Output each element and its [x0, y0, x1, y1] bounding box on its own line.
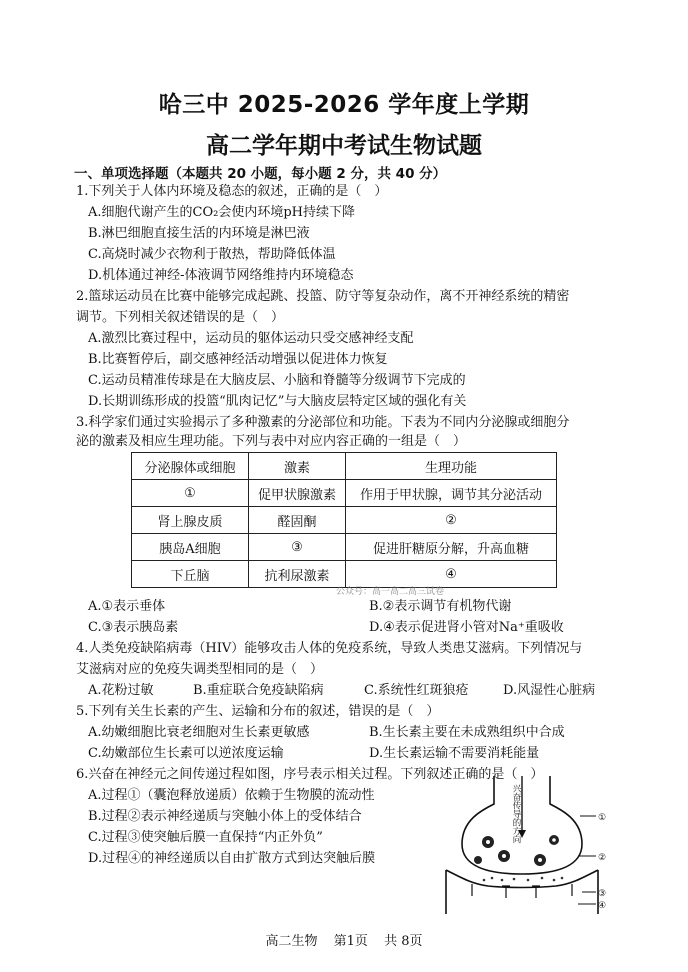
q2-option-a: A.激烈比赛过程中，运动员的躯体运动只受交感神经支配 [88, 331, 414, 346]
q3-stem-2: 泌的激素及相应生理功能。下列与表中对应内容正确的一组是（ ） [76, 434, 467, 449]
table-cell: 下丘脑 [132, 561, 249, 588]
table-cell: ① [132, 480, 249, 507]
q2-stem-2: 调节。下列相关叙述错误的是（ ） [76, 310, 285, 325]
q3-option-d: D.④表示促进肾小管对Na⁺重吸收 [369, 620, 564, 635]
watermark: 公众号：高一高二高三试卷 [336, 587, 445, 597]
q3-stem-1: 3.科学家们通过实验揭示了多种激素的分泌部位和功能。下表为不同内分泌腺或细胞分 [76, 415, 570, 430]
hormone-table [131, 452, 557, 588]
diagram-mark-2: ② [598, 853, 607, 863]
q1-stem: 1.下列关于人体内环境及稳态的叙述，正确的是（ ） [76, 184, 388, 199]
diagram-mark-4: ④ [598, 901, 607, 911]
q4-option-b: B.重症联合免疫缺陷病 [193, 683, 324, 698]
q3-option-c: C.③表示胰岛素 [88, 620, 179, 635]
exam-title-subject: 高二学年期中考试生物试题 [206, 133, 482, 159]
table-header: 激素 [249, 453, 346, 480]
q2-option-b: B.比赛暂停后，副交感神经活动增强以促进体力恢复 [88, 352, 388, 367]
footer-total: 共 8页 [384, 934, 423, 949]
page-footer [0, 930, 688, 949]
q4-stem-2: 艾滋病对应的免疫失调类型相同的是（ ） [76, 662, 324, 677]
q6-option-c: C.过程③使突触后膜一直保持“内正外负” [88, 830, 323, 845]
q4-option-d: D.风湿性心脏病 [503, 683, 596, 698]
q2-option-c: C.运动员精准传球是在大脑皮层、小脑和脊髓等分级调节下完成的 [88, 373, 466, 388]
q2-stem-1: 2.篮球运动员在比赛中能够完成起跳、投篮、防守等复杂动作，离不开神经系统的精密 [76, 289, 570, 304]
table-row [132, 480, 557, 507]
footer-subject: 高二生物 [265, 934, 318, 949]
table-cell: 作用于甲状腺，调节其分泌活动 [346, 480, 557, 507]
q6-option-b: B.过程②表示神经递质与突触小体上的受体结合 [88, 809, 362, 824]
table-cell: ② [346, 507, 557, 534]
q4-stem-1: 4.人类免疫缺陷病毒（HIV）能够攻击人体的免疫系统，导致人类患艾滋病。下列情况与 [76, 641, 583, 656]
q2-option-d: D.长期训练形成的投篮“肌肉记忆”与大脑皮层特定区域的强化有关 [88, 394, 467, 409]
q5-option-b: B.生长素主要在未成熟组织中合成 [369, 725, 565, 740]
q3-option-b: B.②表示调节有机物代谢 [369, 599, 512, 614]
q3-option-a: A.①表示垂体 [88, 599, 166, 614]
table-row [132, 534, 557, 561]
q6-option-d: D.过程④的神经递质以自由扩散方式到达突触后膜 [88, 851, 376, 866]
synapse-diagram [432, 774, 608, 914]
table-cell: 肾上腺皮质 [132, 507, 249, 534]
q6-option-a: A.过程①（囊泡释放递质）依赖于生物膜的流动性 [88, 788, 375, 803]
q6-stem: 6.兴奋在神经元之间传递过程如图，序号表示相关过程。下列叙述正确的是（ ） [76, 767, 544, 782]
q5-option-a: A.幼嫩细胞比衰老细胞对生长素更敏感 [88, 725, 310, 740]
table-row [132, 507, 557, 534]
table-cell: 醛固酮 [249, 507, 346, 534]
table-cell: ③ [249, 534, 346, 561]
table-header: 生理功能 [346, 453, 557, 480]
table-header-row [132, 453, 557, 480]
diagram-direction-label: 兴奋传导的方向 [511, 784, 521, 844]
q1-option-b: B.淋巴细胞直接生活的内环境是淋巴液 [88, 226, 310, 241]
q1-option-c: C.高烧时减少衣物利于散热，帮助降低体温 [88, 247, 336, 262]
table-cell: 抗利尿激素 [249, 561, 346, 588]
table-cell: ④ [346, 561, 557, 588]
table-header: 分泌腺体或细胞 [132, 453, 249, 480]
diagram-mark-3: ③ [598, 889, 607, 899]
footer-page: 第1页 [333, 934, 368, 949]
q1-option-a: A.细胞代谢产生的CO₂会使内环境pH持续下降 [88, 205, 355, 220]
table-cell: 胰岛A细胞 [132, 534, 249, 561]
q5-option-c: C.幼嫩部位生长素可以逆浓度运输 [88, 746, 284, 761]
section-heading: 一、单项选择题（本题共 20 小题，每小题 2 分，共 40 分） [74, 166, 447, 182]
q1-option-d: D.机体通过神经-体液调节网络维持内环境稳态 [88, 268, 354, 283]
q4-option-a: A.花粉过敏 [88, 683, 154, 698]
exam-title-school: 哈三中 2025-2026 学年度上学期 [158, 92, 530, 118]
q5-option-d: D.生长素运输不需要消耗能量 [369, 746, 540, 761]
q4-option-c: C.系统性红斑狼疮 [364, 683, 469, 698]
table-cell: 促甲状腺激素 [249, 480, 346, 507]
q5-stem: 5.下列有关生长素的产生、运输和分布的叙述，错误的是（ ） [76, 704, 440, 719]
table-cell: 促进肝糖原分解，升高血糖 [346, 534, 557, 561]
diagram-mark-1: ① [598, 813, 607, 823]
